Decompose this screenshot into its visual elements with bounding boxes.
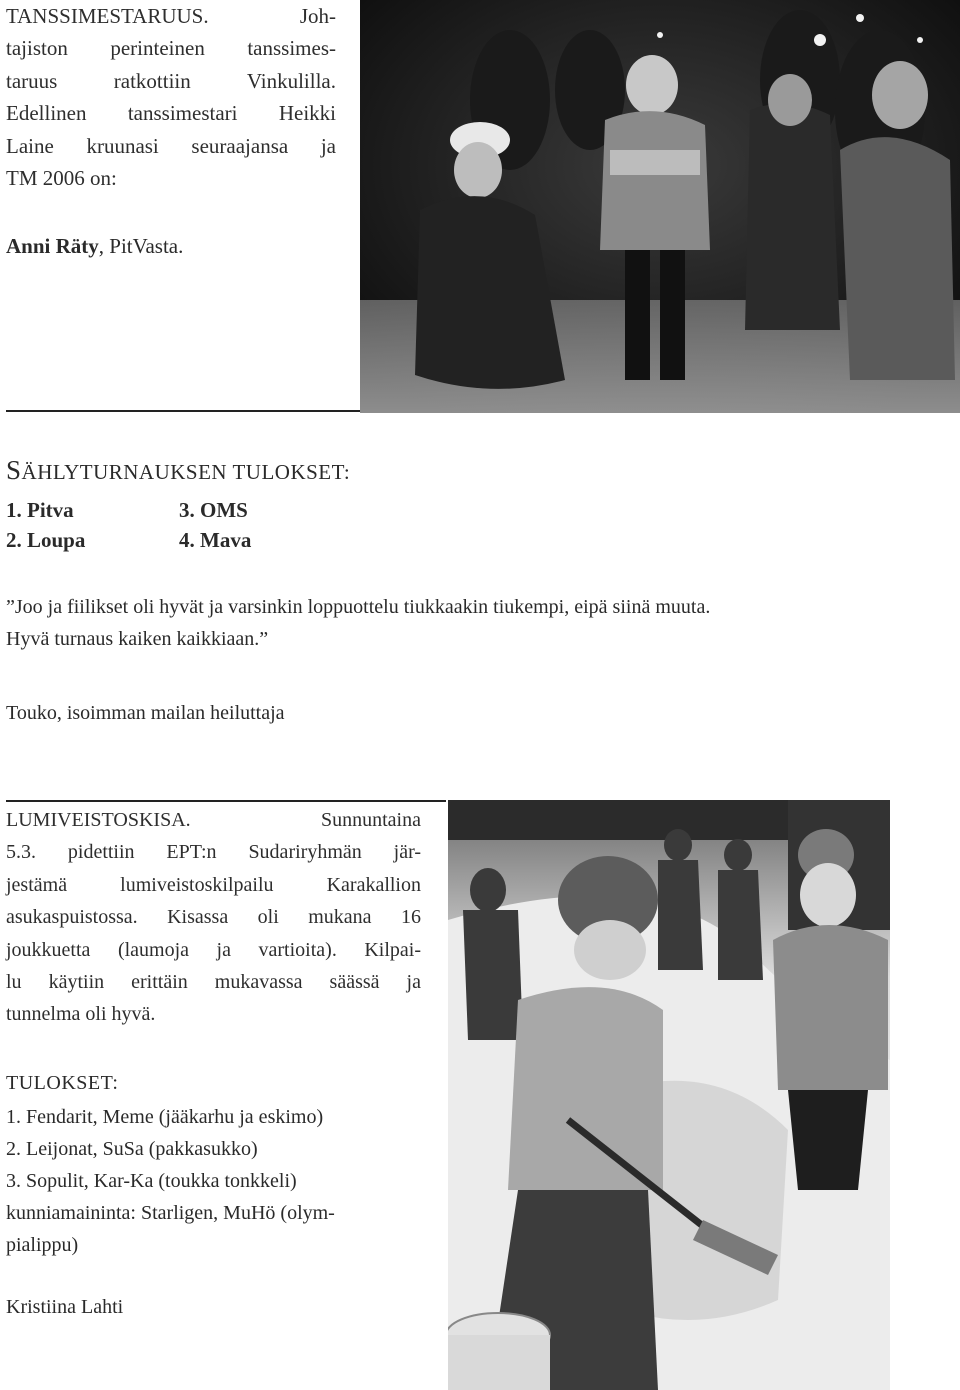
snow-results-heading: TULOKSET: — [6, 1072, 119, 1094]
snow-results — [6, 1101, 446, 1261]
dance-line: TM 2006 on: — [6, 166, 117, 191]
floorball-results-right — [179, 496, 251, 556]
snow-line: jestämä lumiveistoskilpailu Karakallion — [6, 873, 421, 896]
section-divider — [6, 410, 360, 412]
floorball-signature: Touko, isoimman mailan heiluttaja — [6, 702, 285, 724]
section-divider — [6, 800, 446, 802]
dance-photo — [360, 0, 960, 413]
snow-line: asukaspuistossa. Kisassa oli mukana 16 — [6, 906, 421, 929]
result-item: 2. Loupa — [6, 528, 86, 552]
winner-name: Anni Räty — [6, 234, 99, 259]
dance-article — [6, 0, 336, 262]
snow-line: joukkuetta (laumoja ja vartioita). Kilpai- — [6, 938, 421, 961]
winner-club: , PitVasta. — [98, 234, 184, 259]
result-item: 3. OMS — [179, 498, 248, 522]
honorable-mention: pialippu) — [6, 1234, 79, 1256]
snow-result-item: 1. Fendarit, Meme (jääkarhu ja eskimo) — [6, 1106, 324, 1128]
floorball-quote — [6, 591, 956, 655]
snow-photo-image — [448, 800, 890, 1390]
honorable-mention: kunniamaininta: Starligen, MuHö (olym- — [6, 1202, 335, 1224]
dance-line: taruus ratkottiin Vinkulilla. — [6, 68, 336, 93]
dance-line: Laine kruunasi seuraajansa ja — [6, 133, 336, 158]
heading-initial: S — [6, 455, 22, 485]
floorball-results-left — [6, 496, 85, 556]
quote-line: Hyvä turnaus kaiken kaikkiaan.” — [6, 628, 269, 650]
dance-line: TANSSIMESTARUUS. Joh- — [6, 4, 336, 28]
snow-article — [6, 804, 421, 1031]
quote-line: ”Joo ja fiilikset oli hyvät ja varsinkin loppuottelu tiukkaakin tiukempi, eipä siinä muuta. — [6, 596, 711, 618]
snow-photo — [448, 800, 890, 1390]
result-item: 1. Pitva — [6, 498, 74, 522]
snow-line: tunnelma oli hyvä. — [6, 1003, 156, 1026]
snow-author: Kristiina Lahti — [6, 1296, 124, 1318]
dance-line: Edellinen tanssimestari Heikki — [6, 101, 336, 126]
result-item: 4. Mava — [179, 528, 252, 552]
snow-result-item: 3. Sopulit, Kar-Ka (toukka tonkkeli) — [6, 1170, 297, 1192]
snow-line: lu käytiin erittäin mukavassa säässä ja — [6, 971, 421, 994]
dance-photo-image — [360, 0, 960, 413]
heading-rest: ÄHLYTURNAUKSEN TULOKSET: — [21, 460, 351, 484]
snow-line: LUMIVEISTOSKISA. Sunnuntaina — [6, 809, 421, 831]
snow-result-item: 2. Leijonat, SuSa (pakkasukko) — [6, 1138, 258, 1160]
snow-line: 5.3. pidettiin EPT:n Sudariryhmän jär- — [6, 841, 421, 864]
dance-line: tajiston perinteinen tanssimes- — [6, 36, 336, 61]
dance-winner — [6, 230, 336, 262]
floorball-heading — [6, 455, 606, 486]
